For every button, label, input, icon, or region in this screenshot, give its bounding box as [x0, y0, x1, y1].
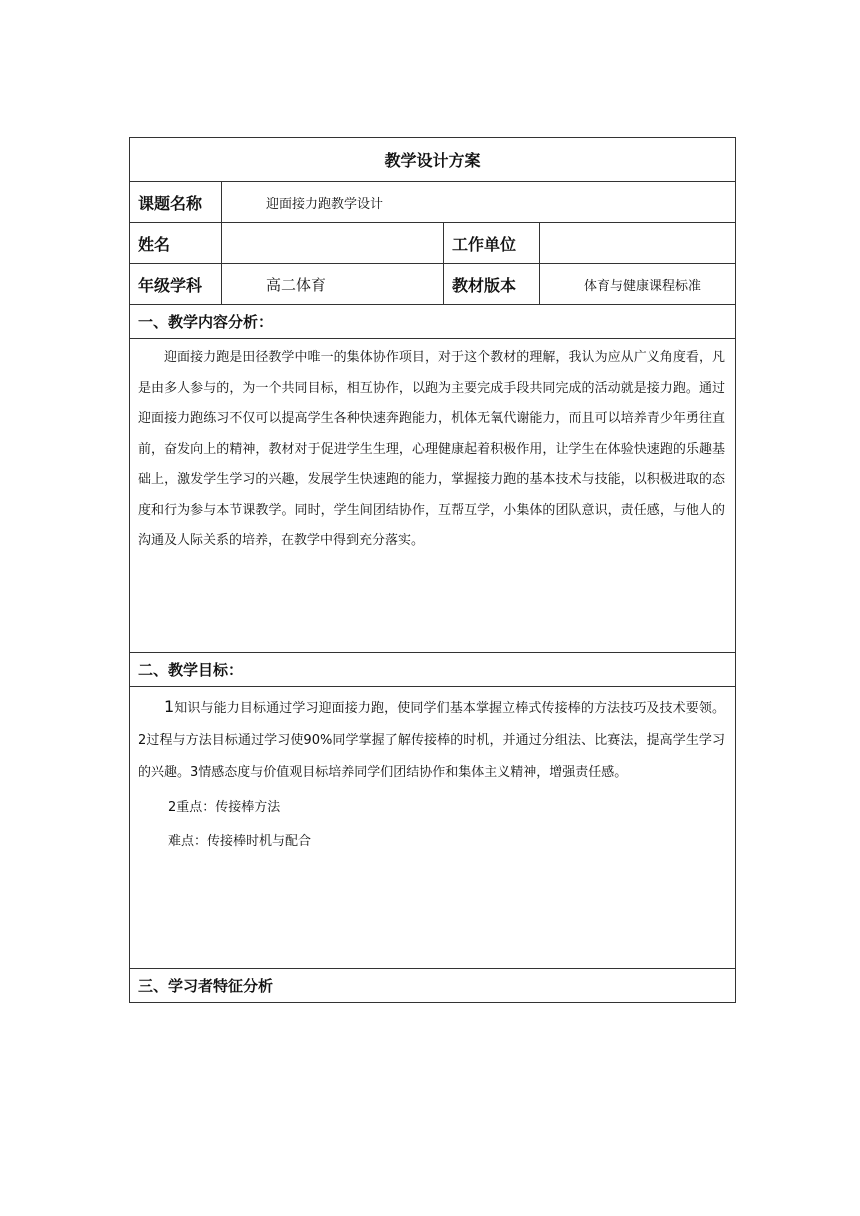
textbook-value: 体育与健康课程标准: [540, 264, 736, 305]
key-point: 2重点：传接棒方法: [168, 800, 281, 815]
section1-content-row: [130, 339, 736, 653]
topic-label: 课题名称: [130, 182, 222, 223]
lesson-plan-table: [129, 137, 736, 1003]
name-value: [222, 223, 444, 264]
textbook-label: 教材版本: [444, 264, 540, 305]
name-row: [130, 223, 736, 264]
section3-heading: 三、学习者特征分析: [130, 969, 736, 1003]
section3-heading-row: [130, 969, 736, 1003]
topic-row: [130, 182, 736, 223]
section1-heading-row: [130, 305, 736, 339]
section1-paragraph: 迎面接力跑是田径教学中唯一的集体协作项目，对于这个教材的理解，我认为应从广义角度看，凡是由多人参与的，为一个共同目标，相互协作，以跑为主要完成手段共同完成的活动就是接力跑。通过迎面接力跑练习不仅可以提高学生各种快速奔跑能力，机体无氧代谢能力，而且可以培养青少年勇往直前，奋发向上的精神，教材对于促进学生生理，心理健康起着积极作用，让学生在体验快速跑的乐趣基础上，激发学生学习的兴趣，发展学生快速跑的能力，掌握接力跑的基本技术与技能，以积极进取的态度和行为参与本节课教学。同时，学生间团结协作，互帮互学，小集体的团队意识，责任感，与他人的沟通及人际关系的培养，在教学中得到充分落实。: [138, 350, 726, 548]
grade-value: 高二体育: [222, 264, 444, 305]
name-label: 姓名: [130, 223, 222, 264]
unit-value: [540, 223, 736, 264]
section2-heading: 二、教学目标：: [130, 653, 736, 687]
section1-content: [130, 339, 736, 653]
goal-text: 知识与能力目标通过学习迎面接力跑，使同学们基本掌握立棒式传接棒的方法技巧及技术要领。2过程与方法目标通过学习使90%同学掌握了解传接棒的时机，并通过分组法、比赛法，提高学生学习的兴趣。3情感态度与价值观目标培养同学们团结协作和集体主义精神，增强责任感。: [138, 701, 726, 780]
section1-heading: 一、教学内容分析：: [130, 305, 736, 339]
unit-label: 工作单位: [444, 223, 540, 264]
goal-number: 1: [164, 697, 175, 716]
title-row: [130, 138, 736, 182]
grade-row: [130, 264, 736, 305]
grade-label: 年级学科: [130, 264, 222, 305]
topic-value: 迎面接力跑教学设计: [222, 182, 736, 223]
section2-heading-row: [130, 653, 736, 687]
difficulty-point: 难点：传接棒时机与配合: [168, 834, 312, 849]
document-title: 教学设计方案: [130, 138, 736, 182]
section2-content-row: [130, 687, 736, 969]
section2-paragraph: [138, 691, 725, 789]
section2-content: [130, 687, 736, 969]
